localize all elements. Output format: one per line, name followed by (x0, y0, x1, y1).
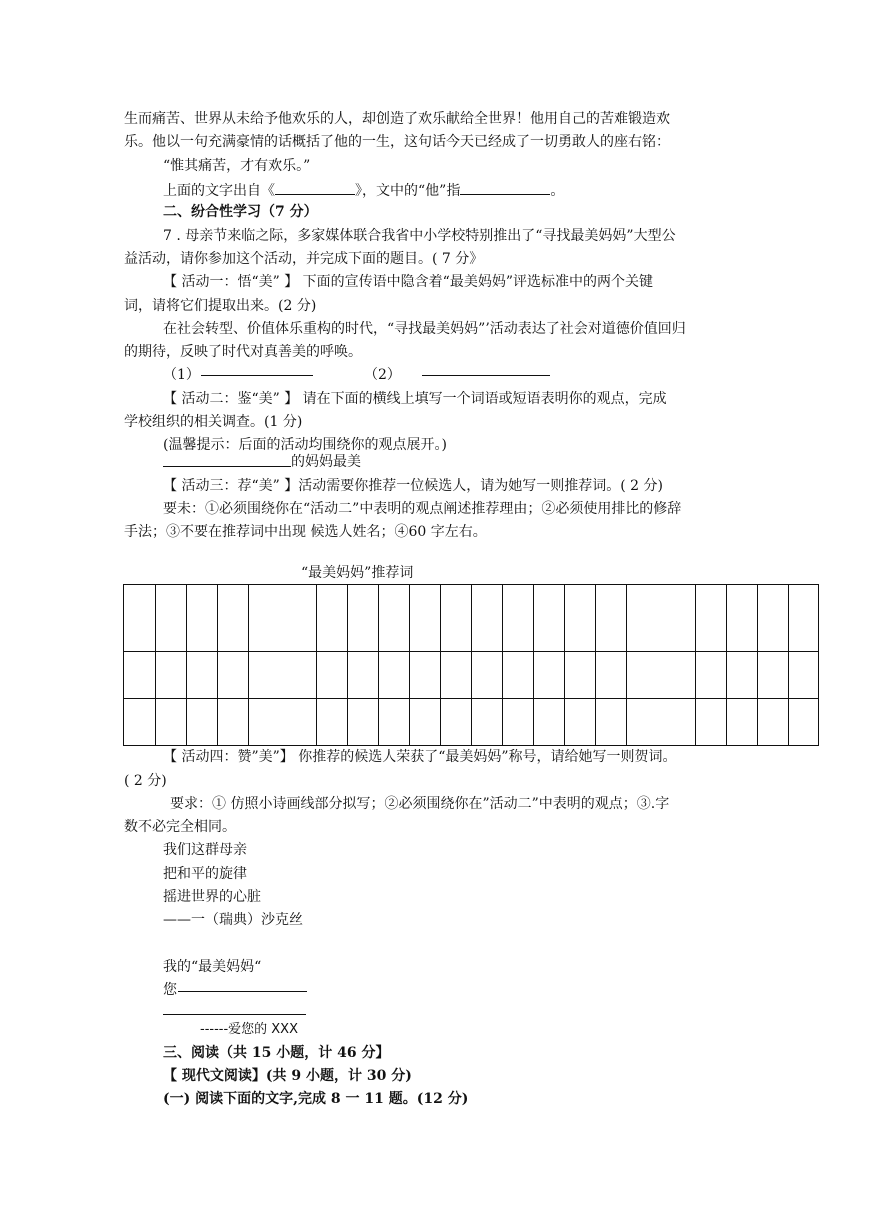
intro-question-text-c: 。 (550, 183, 565, 199)
section-3-title: 三、阅读（共 15 小题，计 46 分】 (163, 1045, 390, 1061)
intro-question-text-b: 》，文中的“他”指 (355, 183, 461, 199)
grid-cell[interactable] (627, 699, 696, 746)
grid-cell[interactable] (727, 652, 758, 699)
grid-cell[interactable] (534, 585, 565, 652)
grid-cell[interactable] (249, 652, 317, 699)
grid-cell[interactable] (472, 585, 503, 652)
grid-cell[interactable] (696, 652, 727, 699)
grid-cell[interactable] (503, 652, 534, 699)
grid-cell[interactable] (187, 699, 218, 746)
answer-blank-person[interactable] (460, 179, 550, 195)
grid-cell[interactable] (727, 585, 758, 652)
blank-1-label: （1） (163, 367, 200, 383)
activity-2-line-2: 学校组织的相关调查。(1 分) (124, 414, 303, 430)
grid-cell[interactable] (187, 585, 218, 652)
grid-cell[interactable] (534, 652, 565, 699)
intro-line-2: 乐。他以一句充满豪情的话概括了他的一生，这句话今天已经成了一切勇敢人的座右铭： (124, 134, 670, 150)
grid-cell[interactable] (789, 652, 819, 699)
grid-cell[interactable] (627, 585, 696, 652)
slogan-line-2: 的期待，反映了时代对真善美的呼唤。 (124, 344, 362, 360)
activity-3-requirement-1: 要未：①必须围绕你在“活动二”中表明的观点阐述推荐理由；②必须使用排比的修辞 (163, 501, 682, 517)
grid-cell[interactable] (218, 585, 249, 652)
you-label: 您 (163, 982, 177, 998)
my-best-mom-title: 我的“最美妈妈“ (163, 959, 262, 975)
best-mom-suffix: 的妈妈最美 (291, 454, 361, 470)
grid-cell[interactable] (789, 699, 819, 746)
q7-line-2: 益活动，请你参加这个活动，并完成下面的题目。( 7 分》 (124, 251, 484, 267)
reading-part-1-title: (一) 阅读下面的文字,完成 8 一 11 题。(12 分) (163, 1091, 469, 1107)
modern-reading-title: 【 现代文阅读】(共 9 小题，计 30 分) (163, 1068, 412, 1084)
grid-cell[interactable] (317, 652, 348, 699)
recommendation-grid-title: “最美妈妈”推荐词 (301, 565, 414, 581)
activity-1-line-1: 【 活动一：悟“美” 】 下面的宣传语中隐含着“最美妈妈”评选标准中的两个关键 (163, 274, 653, 290)
grid-cell[interactable] (758, 585, 789, 652)
section-2-title: 二、纷合性学习（7 分） (163, 204, 318, 220)
grid-cell[interactable] (441, 585, 472, 652)
grid-cell[interactable] (218, 652, 249, 699)
grid-cell[interactable] (696, 585, 727, 652)
recommendation-writing-grid[interactable] (123, 584, 819, 746)
grid-cell[interactable] (379, 699, 410, 746)
blank-2-label: （2） (364, 367, 401, 383)
activity-1-line-2: 词，请将它们提取出来。(2 分) (124, 298, 317, 314)
grid-cell[interactable] (410, 652, 441, 699)
grid-cell[interactable] (441, 652, 472, 699)
activity-3-requirement-2: 手法；③不要在推荐词中出现 候选人姓名；④60 字左右。 (124, 524, 487, 540)
grid-cell[interactable] (727, 699, 758, 746)
grid-cell[interactable] (156, 652, 187, 699)
answer-blank-poem-line-2[interactable] (163, 1014, 306, 1015)
grid-cell[interactable] (441, 699, 472, 746)
grid-cell[interactable] (348, 652, 379, 699)
activity-4-requirement-2: 数不必完全相同。 (124, 819, 236, 835)
signature: ------爱您的 XXX (200, 1022, 298, 1037)
answer-blank-poem-line-1[interactable] (178, 991, 307, 992)
intro-question-text-a: 上面的文字出自《 (163, 183, 275, 199)
grid-cell[interactable] (348, 585, 379, 652)
poem-line-3: 摇进世界的心脏 (163, 889, 261, 905)
grid-cell[interactable] (410, 585, 441, 652)
activity-4-requirement-1: 要求：① 仿照小诗画线部分拟写；②必须围绕你在”活动二”中表明的观点；③.字 (170, 796, 670, 812)
intro-line-1: 生而痛苦、世界从未给予他欢乐的人，却创造了欢乐献给全世界！他用自己的苦难锻造欢 (124, 111, 670, 127)
answer-blank-keyword-1[interactable] (201, 375, 313, 376)
grid-cell[interactable] (565, 652, 596, 699)
answer-blank-keyword-2[interactable] (422, 375, 550, 376)
grid-cell[interactable] (596, 699, 627, 746)
grid-cell[interactable] (124, 585, 156, 652)
grid-cell[interactable] (379, 585, 410, 652)
grid-cell[interactable] (124, 699, 156, 746)
poem-author: ——一（瑞典）沙克丝 (163, 912, 303, 928)
grid-cell[interactable] (534, 699, 565, 746)
poem-line-1: 我们这群母亲 (163, 842, 247, 858)
grid-cell[interactable] (696, 699, 727, 746)
poem-line-2: 把和平的旋律 (163, 866, 247, 882)
grid-cell[interactable] (249, 585, 317, 652)
grid-cell[interactable] (187, 652, 218, 699)
answer-blank-best-mom[interactable] (163, 466, 291, 467)
grid-cell[interactable] (124, 652, 156, 699)
grid-cell[interactable] (596, 585, 627, 652)
grid-cell[interactable] (156, 585, 187, 652)
grid-cell[interactable] (565, 585, 596, 652)
grid-cell[interactable] (503, 585, 534, 652)
activity-2-tip: (温馨提示：后面的活动均围绕你的观点展开。) (163, 437, 447, 453)
grid-cell[interactable] (596, 652, 627, 699)
activity-2-line-1: 【 活动二：鉴“美” 】 请在下面的横线上填写一个词语或短语表明你的观点，完成 (163, 391, 667, 407)
grid-cell[interactable] (218, 699, 249, 746)
grid-cell[interactable] (789, 585, 819, 652)
q7-line-1: 7 . 母亲节来临之际，多家媒体联合我省中小学校特别推出了“寻找最美妈妈”大型公 (163, 228, 676, 244)
activity-3-line-1: 【 活动三：荐“美” 】活动需要你推荐一位候选人，请为她写一则推荐词。( 2 分) (163, 478, 663, 494)
grid-cell[interactable] (627, 652, 696, 699)
grid-cell[interactable] (503, 699, 534, 746)
activity-4-line-2: ( 2 分) (124, 773, 167, 789)
grid-cell[interactable] (317, 585, 348, 652)
grid-cell[interactable] (472, 652, 503, 699)
activity-4-line-1: 【 活动四：赞”美”】 你推荐的候选人荣获了“最美妈妈”称号，请给她写一则贺词。 (163, 749, 677, 765)
grid-cell[interactable] (379, 652, 410, 699)
intro-quote: “惟其痛苦，才有欢乐。” (163, 158, 311, 174)
grid-cell[interactable] (472, 699, 503, 746)
answer-blank-source[interactable] (275, 179, 355, 195)
grid-cell[interactable] (758, 652, 789, 699)
grid-cell[interactable] (348, 699, 379, 746)
intro-question (163, 179, 564, 201)
grid-cell[interactable] (758, 699, 789, 746)
grid-cell[interactable] (249, 699, 317, 746)
slogan-line-1: 在社会转型、价值体乐重构的时代，“寻找最美妈妈”’活动表达了社会对道德价值回归 (163, 321, 686, 337)
grid-cell[interactable] (410, 699, 441, 746)
grid-cell[interactable] (156, 699, 187, 746)
grid-cell[interactable] (317, 699, 348, 746)
grid-cell[interactable] (565, 699, 596, 746)
